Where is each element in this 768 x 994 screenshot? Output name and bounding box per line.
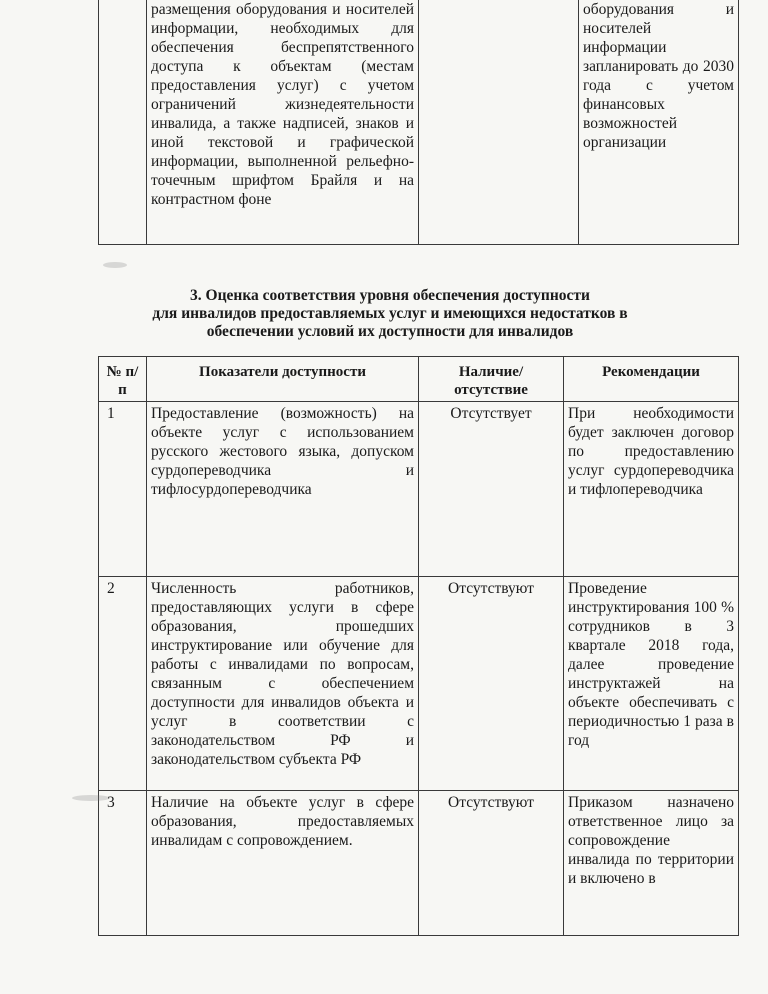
previous-table-continuation [98, 0, 739, 245]
row-number: 3 [99, 791, 147, 936]
heading-line: 3. Оценка соответствия уровня обеспечения доступности [190, 287, 590, 304]
scan-smudge [72, 795, 110, 801]
scan-smudge [103, 262, 127, 268]
table-row [99, 402, 739, 577]
heading-line: обеспечении условий их доступности для инвалидов [206, 323, 574, 340]
table-header-row [99, 357, 739, 402]
row-presence: Отсутствуют [419, 791, 564, 936]
table-cell [419, 0, 579, 245]
table-row [99, 791, 739, 936]
column-header-num: № п/п [99, 357, 147, 402]
row-presence: Отсутствует [419, 402, 564, 577]
column-header-presence: Наличие/ отсутствие [419, 357, 564, 402]
column-header-indicator: Показатели доступности [147, 357, 419, 402]
row-indicator: Предоставление (возможность) на объекте услуг с использованием русского жестового языка, допуском сурдопереводчика и тифлосурдопереводчика [147, 402, 419, 577]
table-row [99, 0, 739, 245]
table-cell: размещения оборудования и носителей информации, необходимых для обеспечения беспрепятственного доступа к объектам (местам предоставления услуг) с учетом ограничений жизнедеятельности инвалида, а также надписей, знаков и иной текстовой и графической информации, выполненной рельефно-точечным шрифтом Брайля и на контрастном фоне [147, 0, 419, 245]
table-cell [99, 0, 147, 245]
row-recommendation: Проведение инструктирования 100 % сотрудников в 3 квартале 2018 года, далее проведение инструктажей на объекте обеспечивать с периодичностью 1 раза в год [564, 577, 739, 791]
row-recommendation: Приказом назначено ответственное лицо за сопровождение инвалида по территории и включено в [564, 791, 739, 936]
table-row [99, 577, 739, 791]
row-number: 1 [99, 402, 147, 577]
section-heading [150, 287, 630, 341]
row-number: 2 [99, 577, 147, 791]
table-cell: оборудования и носителей информации запланировать до 2030 года с учетом финансовых возможностей организации [579, 0, 739, 245]
row-presence: Отсутствуют [419, 577, 564, 791]
heading-line: для инвалидов предоставляемых услуг и имеющихся недостатков в [152, 305, 628, 322]
row-indicator: Наличие на объекте услуг в сфере образования, предоставляемых инвалидам с сопровождением. [147, 791, 419, 936]
row-recommendation: При необходимости будет заключен договор по предоставлению услуг сурдопереводчика и тифлопереводчика [564, 402, 739, 577]
row-indicator: Численность работников, предоставляющих услуги в сфере образования, прошедших инструктирование или обучение для работы с инвалидами по вопросам, связанным с обеспечением доступности для инвалидов объекта и услуг в соответствии с законодательством РФ и законодательством субъекта РФ [147, 577, 419, 791]
accessibility-table [98, 356, 739, 936]
column-header-recommendations: Рекомендации [564, 357, 739, 402]
